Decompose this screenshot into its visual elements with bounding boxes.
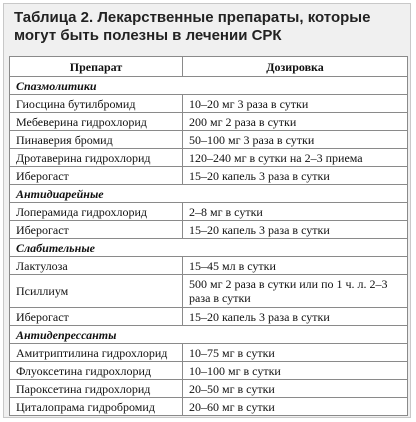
drug-table — [9, 56, 408, 416]
drug-name: Пинаверия бромид — [10, 131, 183, 149]
drug-name: Псиллиум — [10, 275, 183, 308]
drug-dosage: 50–100 мг 3 раза в сутки — [183, 131, 408, 149]
drug-name: Мебеверина гидрохлорид — [10, 113, 183, 131]
table-row — [10, 113, 408, 131]
drug-name: Лактулоза — [10, 257, 183, 275]
drug-dosage: 20–50 мг в сутки — [183, 380, 408, 398]
drug-name: Флуоксетина гидрохлорид — [10, 362, 183, 380]
table-row — [10, 275, 408, 308]
table-title: Таблица 2. Лекарственные препараты, которые могут быть полезны в лечении СРК — [14, 9, 371, 44]
table-row — [10, 380, 408, 398]
table-row — [10, 398, 408, 416]
drug-name: Амитриптилина гидрохлорид — [10, 344, 183, 362]
table-row — [10, 167, 408, 185]
drug-dosage: 20–60 мг в сутки — [183, 398, 408, 416]
section-row — [10, 326, 408, 344]
drug-name: Циталопрама гидробромид — [10, 398, 183, 416]
drug-name: Лоперамида гидрохлорид — [10, 203, 183, 221]
section-row — [10, 239, 408, 257]
table-row — [10, 308, 408, 326]
header-dosage: Дозировка — [183, 57, 408, 77]
table-row — [10, 362, 408, 380]
drug-dosage: 15–20 капель 3 раза в сутки — [183, 167, 408, 185]
drug-dosage: 2–8 мг в сутки — [183, 203, 408, 221]
drug-name: Иберогаст — [10, 167, 183, 185]
drug-name: Иберогаст — [10, 308, 183, 326]
drug-dosage: 15–20 капель 3 раза в сутки — [183, 308, 408, 326]
table-row — [10, 131, 408, 149]
drug-name: Дротаверина гидрохлорид — [10, 149, 183, 167]
section-label: Спазмолитики — [10, 77, 408, 95]
section-label: Антидиарейные — [10, 185, 408, 203]
header-row — [10, 57, 408, 77]
drug-dosage: 10–75 мг в сутки — [183, 344, 408, 362]
table-row — [10, 149, 408, 167]
table-row — [10, 257, 408, 275]
drug-dosage: 500 мг 2 раза в сутки или по 1 ч. л. 2–3 раза в сутки — [183, 275, 408, 308]
drug-dosage: 10–20 мг 3 раза в сутки — [183, 95, 408, 113]
drug-name: Пароксетина гидрохлорид — [10, 380, 183, 398]
drug-dosage: 10–100 мг в сутки — [183, 362, 408, 380]
section-row — [10, 77, 408, 95]
drug-dosage: 15–45 мл в сутки — [183, 257, 408, 275]
section-row — [10, 185, 408, 203]
drug-dosage: 15–20 капель 3 раза в сутки — [183, 221, 408, 239]
header-drug: Препарат — [10, 57, 183, 77]
table-row — [10, 221, 408, 239]
drug-name: Иберогаст — [10, 221, 183, 239]
drug-dosage: 120–240 мг в сутки на 2–3 приема — [183, 149, 408, 167]
table-row — [10, 203, 408, 221]
table-row — [10, 95, 408, 113]
drug-dosage: 200 мг 2 раза в сутки — [183, 113, 408, 131]
section-label: Антидепрессанты — [10, 326, 408, 344]
drug-name: Гиосцина бутилбромид — [10, 95, 183, 113]
section-label: Слабительные — [10, 239, 408, 257]
table-row — [10, 344, 408, 362]
